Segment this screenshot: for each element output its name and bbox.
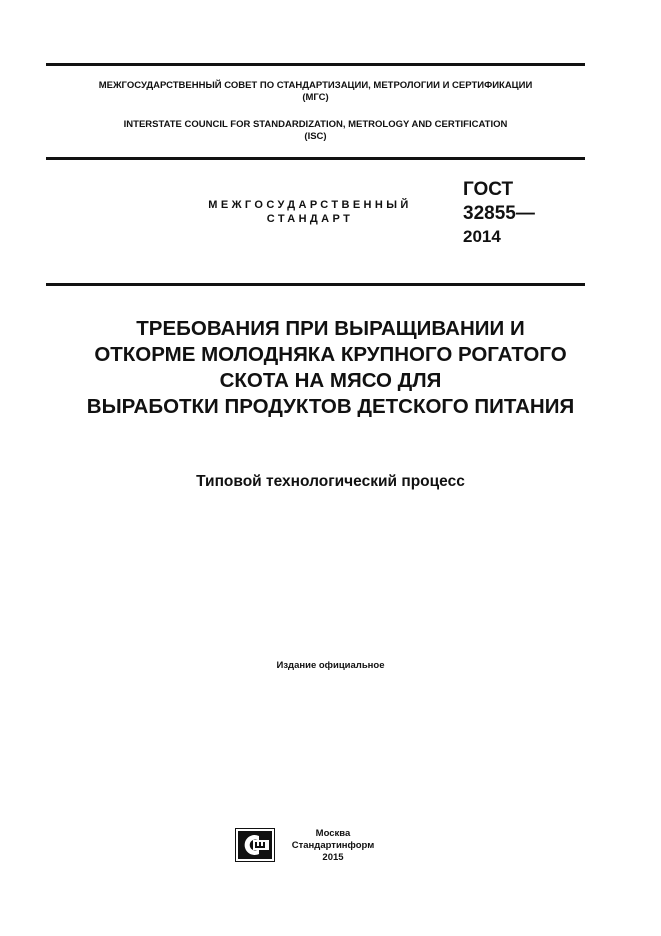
title-line: СКОТА НА МЯСО ДЛЯ [219, 369, 442, 392]
publisher-year: 2015 [322, 852, 344, 863]
publisher-city: Москва [315, 828, 351, 839]
middle-divider [46, 157, 585, 160]
council-name-en [46, 119, 585, 143]
edition-note: Издание официальное [276, 660, 385, 671]
gost-year: 2014 [463, 227, 501, 246]
document-subtitle: Типовой технологический процесс [196, 473, 465, 490]
council-name-ru [46, 80, 585, 104]
title-line: ОТКОРМЕ МОЛОДНЯКА КРУПНОГО РОГАТОГО [94, 343, 567, 366]
standartinform-logo-icon [235, 828, 275, 862]
council-abbr-ru: (МГС) [302, 92, 329, 103]
publisher-block [283, 828, 383, 864]
top-divider [46, 63, 585, 66]
title-line: ВЫРАБОТКИ ПРОДУКТОВ ДЕТСКОГО ПИТАНИЯ [86, 395, 575, 418]
standard-type-line1: МЕЖГОСУДАРСТВЕННЫЙ [208, 199, 412, 211]
gost-prefix: ГОСТ [463, 179, 514, 200]
standard-type-line2: СТАНДАРТ [266, 213, 354, 225]
gost-number [463, 178, 535, 248]
council-name-ru-line: МЕЖГОСУДАРСТВЕННЫЙ СОВЕТ ПО СТАНДАРТИЗАЦИИ, МЕТРОЛОГИИ И СЕРТИФИКАЦИИ [98, 80, 533, 91]
publisher-name: Стандартинформ [291, 840, 375, 851]
title-line: ТРЕБОВАНИЯ ПРИ ВЫРАЩИВАНИИ И [136, 317, 525, 340]
council-name-en-line: INTERSTATE COUNCIL FOR STANDARDIZATION, METROLOGY AND CERTIFICATION [123, 119, 508, 130]
gost-code: 32855— [463, 203, 535, 224]
bottom-divider [46, 283, 585, 286]
document-title [30, 316, 631, 420]
standard-type-label [180, 198, 440, 226]
council-abbr-en: (ISC) [304, 131, 327, 142]
